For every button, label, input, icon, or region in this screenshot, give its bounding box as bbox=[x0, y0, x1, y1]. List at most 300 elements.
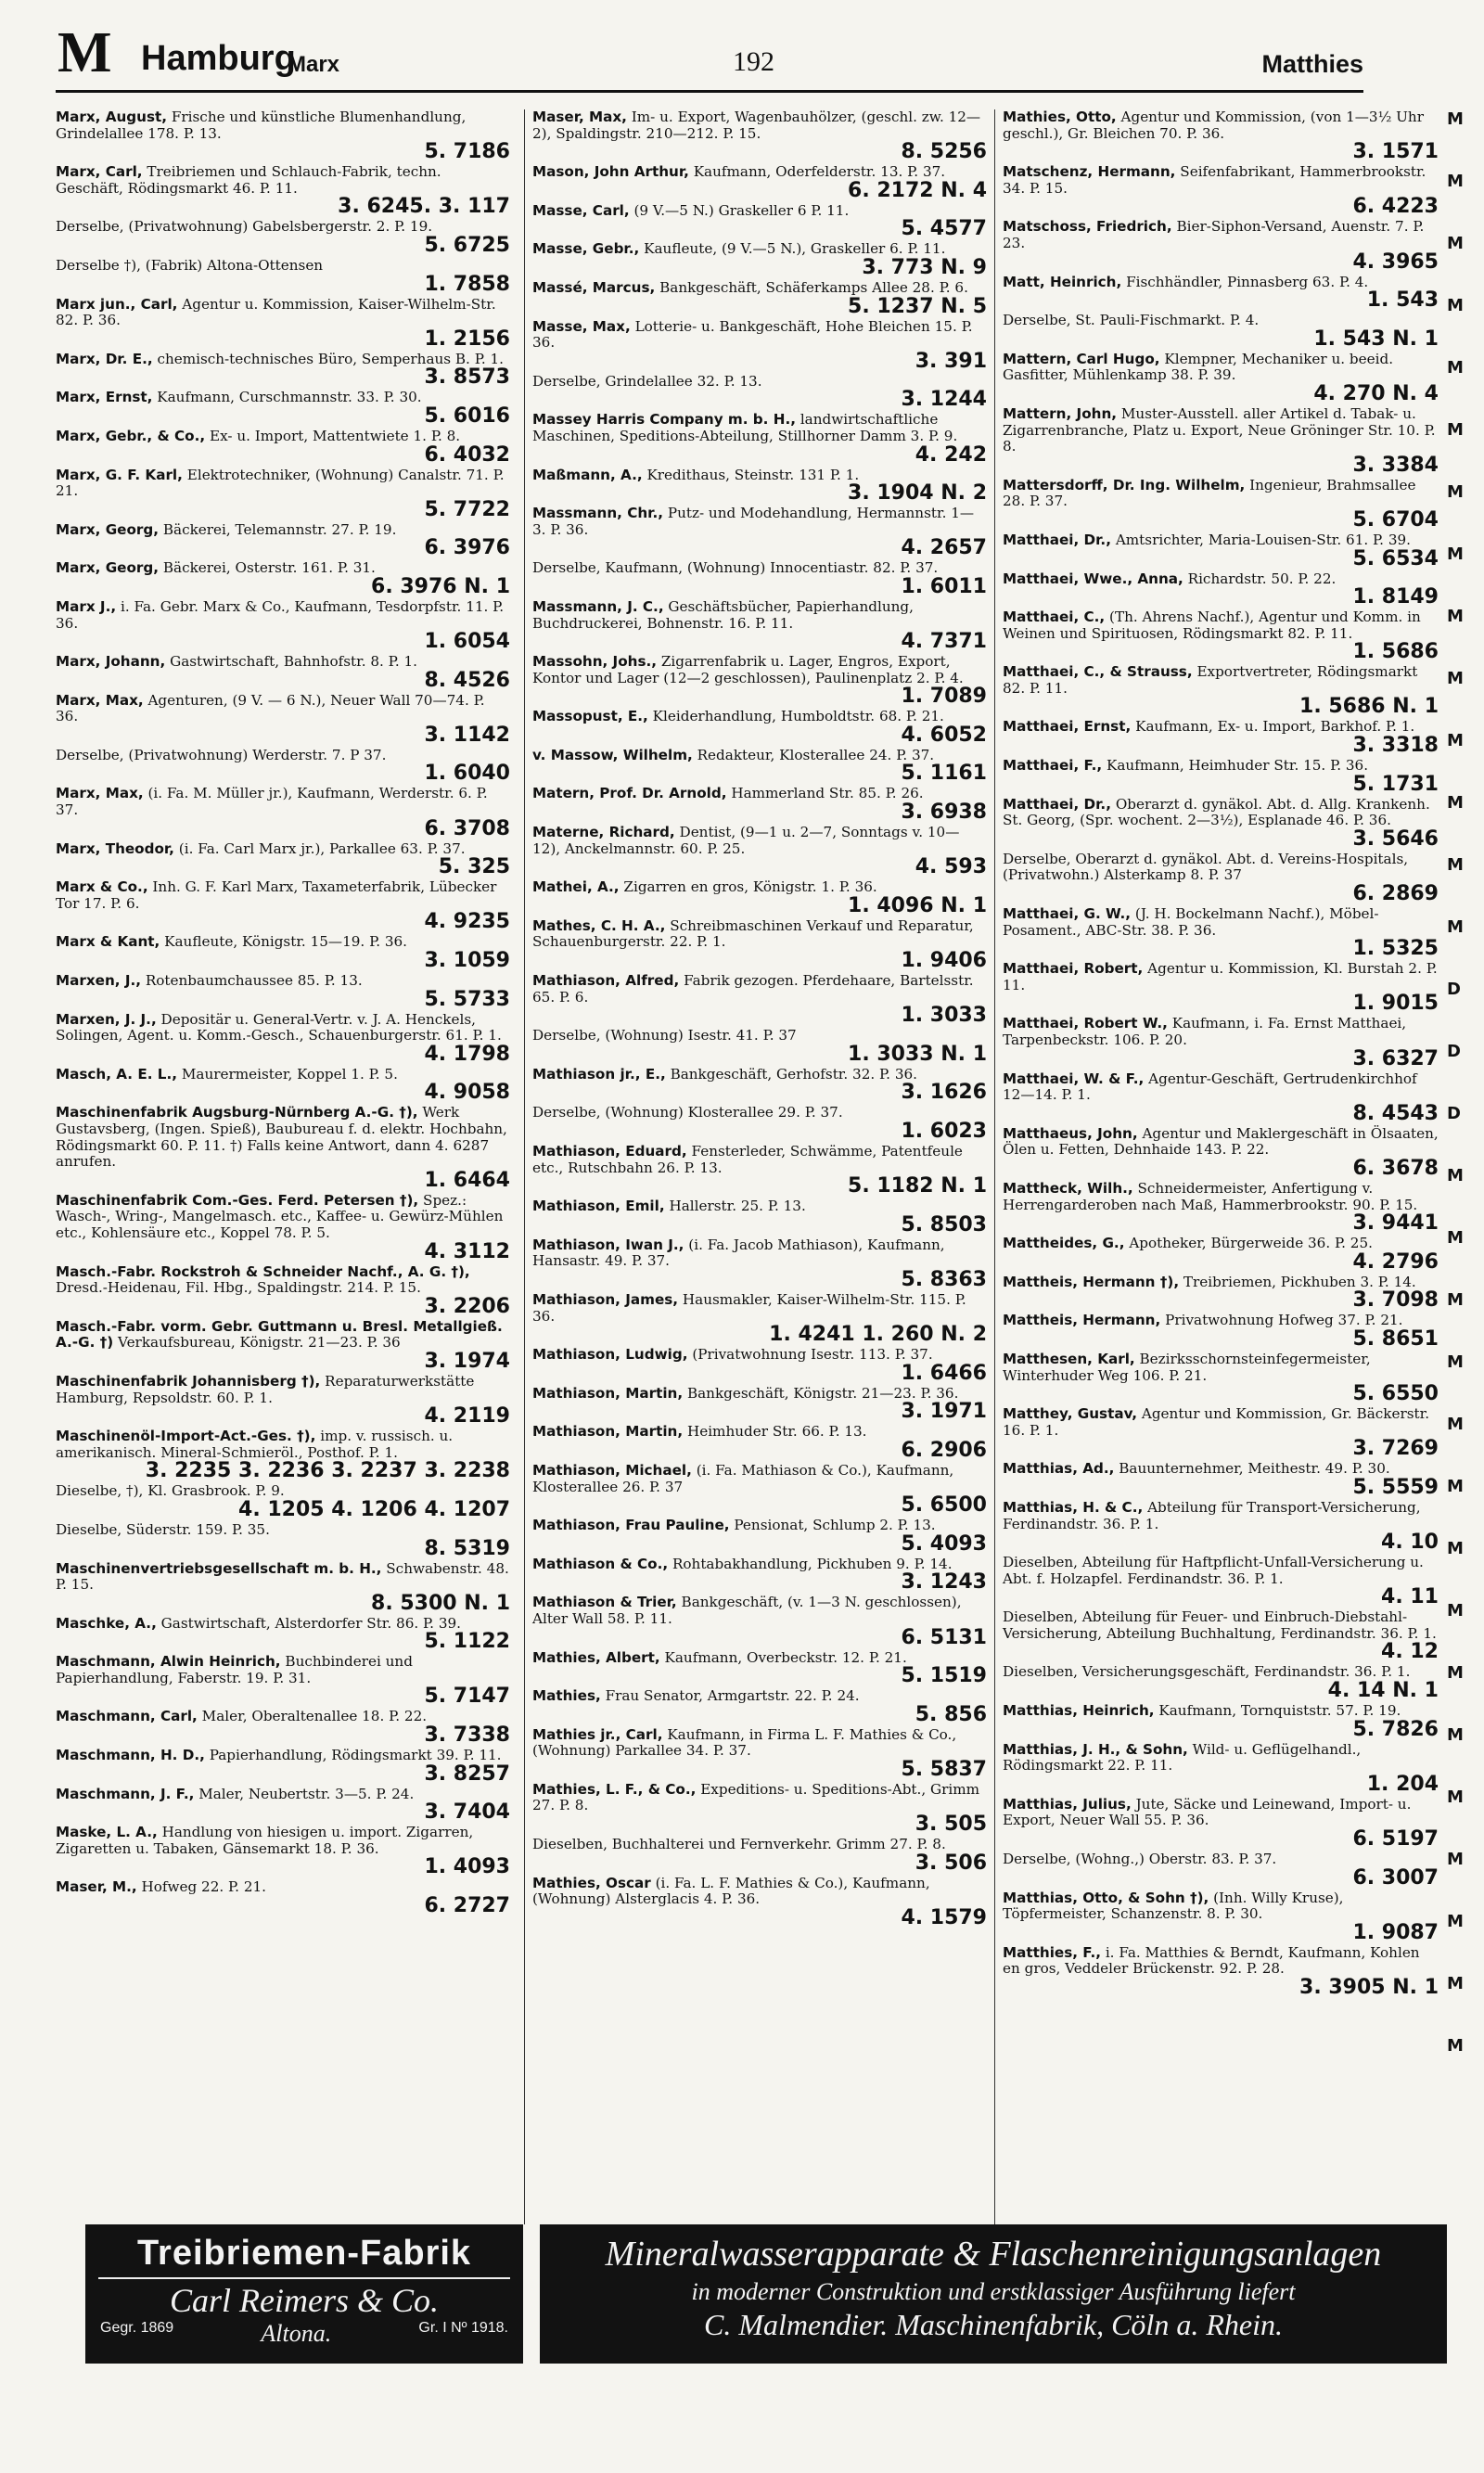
directory-entry bbox=[532, 1105, 987, 1142]
entry-details: Rohtabakhandlung, Pickhuben 9. P. 14. bbox=[672, 1555, 953, 1572]
entry-details: Kaufleute, (9 V.—5 N.), Graskeller 6. P. 11. bbox=[644, 240, 946, 258]
entry-body bbox=[532, 654, 987, 686]
directory-entry bbox=[1003, 1797, 1439, 1850]
entry-body bbox=[1003, 532, 1439, 549]
entry-body bbox=[1003, 1352, 1439, 1384]
entry-details: Dieselbe, Süderstr. 159. P. 35. bbox=[56, 1520, 270, 1538]
entry-body bbox=[1003, 1071, 1439, 1104]
directory-entry bbox=[56, 1012, 510, 1065]
entry-phone: 6. 5197 bbox=[1352, 1827, 1439, 1852]
entry-body bbox=[56, 1193, 510, 1242]
entry-details: Dentist, (9—1 u. 2—7, Sonntags v. 10—12), Anckelmannstr. 60. P. 25. bbox=[532, 824, 960, 857]
directory-entry bbox=[532, 825, 987, 878]
entry-details: Hallerstr. 25. P. 13. bbox=[669, 1198, 806, 1215]
entry-details: Bäckerei, Osterstr. 161. P. 31. bbox=[162, 559, 376, 577]
directory-entry bbox=[1003, 164, 1439, 217]
entry-details: Dieselben, Buchhalterei und Fernverkehr. Grimm 27. P. 8. bbox=[532, 1836, 946, 1853]
entry-body bbox=[532, 599, 987, 632]
entry-phone: 6. 3678 bbox=[1352, 1156, 1439, 1180]
entry-phone: 1. 9015 bbox=[1352, 992, 1439, 1016]
entry-body bbox=[56, 468, 510, 500]
entry-phone: 6. 2172 N. 4 bbox=[848, 178, 987, 202]
directory-entry bbox=[1003, 664, 1439, 717]
entry-phone: 5. 1237 N. 5 bbox=[848, 294, 987, 318]
entry-details: Buchbinderei und Papierhandlung, Faberstr. 19. P. 31. bbox=[56, 1653, 413, 1686]
entry-name: Marx, Theodor, bbox=[56, 839, 174, 857]
edge-letter: M bbox=[1447, 545, 1464, 564]
directory-entry bbox=[532, 654, 987, 707]
entry-body bbox=[56, 1264, 510, 1297]
entry-details: Agenturen, (9 V. — 6 N.), Neuer Wall 70—74. P. 36. bbox=[56, 691, 485, 725]
edge-letter: M bbox=[1447, 917, 1464, 937]
entry-phone: 3. 8257 bbox=[424, 1762, 510, 1786]
entry-body bbox=[1003, 352, 1439, 384]
directory-entry bbox=[56, 1879, 510, 1916]
entry-name: Mathiason, Martin, bbox=[532, 1384, 684, 1402]
column-2 bbox=[524, 109, 987, 2224]
entry-details: Ex- u. Import, Mattentwiete 1. P. 8. bbox=[209, 427, 461, 444]
entry-details: Abteilung für Transport-Versicherung, Ferdinandstr. 36. P. 1. bbox=[1003, 1498, 1421, 1532]
edge-letter: M bbox=[1447, 1477, 1464, 1496]
directory-entry bbox=[532, 1424, 987, 1461]
entry-body bbox=[1003, 852, 1439, 884]
entry-details: Derselbe, Grindelallee 32. P. 13. bbox=[532, 372, 762, 390]
entry-name: Mathiason, Iwan J., bbox=[532, 1236, 684, 1253]
entry-details: i. Fa. Gebr. Marx & Co., Kaufmann, Tesdorpfstr. 11. P. 36. bbox=[56, 597, 505, 632]
entry-phone: 4. 14 N. 1 bbox=[1327, 1679, 1439, 1703]
entry-phone: 1. 2156 bbox=[424, 327, 510, 351]
entry-name: Matt, Heinrich, bbox=[1003, 273, 1122, 290]
entry-phone: 6. 4223 bbox=[1352, 195, 1439, 219]
entry-body bbox=[56, 1012, 510, 1044]
entry-body bbox=[532, 825, 987, 857]
entry-phone: 3. 7404 bbox=[424, 1800, 510, 1825]
entry-phone: 1. 9406 bbox=[901, 949, 987, 973]
entry-name: Matschenz, Hermann, bbox=[1003, 163, 1176, 181]
entry-phone: 3. 506 bbox=[915, 1851, 987, 1875]
entry-body bbox=[1003, 1406, 1439, 1439]
entry-details: Zigarrenfabrik u. Lager, Engros, Export, Kontor und Lager (12—2 geschlossen), Paulinenplatz 2. P. 4. bbox=[532, 653, 964, 686]
directory-entry bbox=[532, 203, 987, 240]
directory-entry bbox=[56, 1748, 510, 1785]
entry-name: Maschmann, H. D., bbox=[56, 1747, 205, 1764]
entry-name: Maschmann, Alwin Heinrich, bbox=[56, 1653, 281, 1671]
entry-details: Dieselben, Versicherungsgeschäft, Ferdinandstr. 36. P. 1. bbox=[1003, 1663, 1411, 1681]
directory-entry bbox=[532, 599, 987, 652]
directory-entry bbox=[532, 1557, 987, 1594]
ad-left-title: Treibriemen-Fabrik bbox=[98, 2224, 510, 2279]
ad-left-founded: Gegr. 1869 bbox=[100, 2320, 174, 2336]
entry-phone: 3. 1059 bbox=[424, 949, 510, 973]
entry-details: Werk Gustavsberg, (Ingen. Spieß), Baubureau f. d. elektr. Hochbahn, Rödingsmarkt 60. P. 11. †) Falls keine Antwort, dann 4. 6287 anrufen. bbox=[56, 1104, 507, 1171]
entry-phone: 4. 9058 bbox=[424, 1081, 510, 1105]
directory-entry bbox=[56, 1319, 510, 1372]
edge-letter: D bbox=[1447, 980, 1461, 999]
entry-name: Matthias, Ad., bbox=[1003, 1460, 1115, 1478]
directory-entry bbox=[56, 1105, 510, 1190]
entry-body bbox=[56, 599, 510, 632]
directory-entry bbox=[532, 748, 987, 785]
entry-phone: 4. 9235 bbox=[424, 910, 510, 934]
directory-entry bbox=[1003, 1126, 1439, 1179]
entry-details: (J. H. Bockelmann Nachf.), Möbel-Posament., ABC-Str. 38. P. 36. bbox=[1003, 905, 1379, 939]
edge-letter: M bbox=[1447, 172, 1464, 191]
entry-body bbox=[532, 918, 987, 951]
entry-phone: 3. 6938 bbox=[901, 801, 987, 825]
ad-right-line2: in moderner Construktion und erstklassiger Ausführung liefert bbox=[691, 2278, 1296, 2305]
directory-entry bbox=[56, 522, 510, 559]
entry-name: Mason, John Arthur, bbox=[532, 163, 689, 181]
entry-name: Matthias, Heinrich, bbox=[1003, 1702, 1155, 1720]
entry-phone: 3. 1571 bbox=[1352, 140, 1439, 164]
entry-details: Fischhändler, Pinnasberg 63. P. 4. bbox=[1126, 273, 1369, 290]
entry-phone: 4. 1205 4. 1206 4. 1207 bbox=[238, 1497, 510, 1521]
entry-phone: 4. 3112 bbox=[424, 1239, 510, 1263]
entry-phone: 5. 6550 bbox=[1352, 1382, 1439, 1406]
entry-phone: 3. 391 bbox=[915, 349, 987, 373]
directory-entry bbox=[56, 1709, 510, 1746]
directory-entry bbox=[532, 1198, 987, 1236]
entry-name: Matthias, H. & C., bbox=[1003, 1498, 1144, 1516]
entry-body bbox=[1003, 961, 1439, 993]
entry-phone: 1. 4241 1. 260 N. 2 bbox=[769, 1323, 987, 1347]
entry-body bbox=[56, 109, 510, 142]
directory-entry bbox=[56, 1561, 510, 1614]
entry-phone: 5. 856 bbox=[915, 1702, 987, 1726]
entry-body bbox=[532, 506, 987, 538]
entry-details: Derselbe, (Wohnung) Klosterallee 29. P. 37. bbox=[532, 1104, 843, 1121]
directory-entry bbox=[532, 280, 987, 317]
ad-treibriemen bbox=[85, 2224, 523, 2364]
directory-entry bbox=[532, 412, 987, 465]
entry-body bbox=[56, 973, 510, 990]
edge-letter: M bbox=[1447, 420, 1464, 440]
edge-letter: M bbox=[1447, 1787, 1464, 1807]
entry-phone: 4. 10 bbox=[1381, 1531, 1439, 1555]
entry-name: Materne, Richard, bbox=[532, 824, 675, 841]
entry-name: Mathiason, James, bbox=[532, 1290, 679, 1308]
entry-details: Seifenfabrikant, Hammerbrookstr. 34. P. 15. bbox=[1003, 163, 1426, 197]
entry-phone: 1. 6054 bbox=[424, 630, 510, 654]
directory-entry bbox=[56, 654, 510, 691]
entry-name: Maßmann, A., bbox=[532, 466, 643, 483]
entry-name: Masch.-Fabr. vorm. Gebr. Guttmann u. Bresl. Metallgieß. A.-G. †) bbox=[56, 1317, 503, 1352]
entry-phone: 3. 1142 bbox=[424, 723, 510, 747]
entry-phone: 5. 8651 bbox=[1352, 1326, 1439, 1351]
entry-body bbox=[1003, 609, 1439, 642]
entry-body bbox=[1003, 478, 1439, 510]
entry-body bbox=[532, 1595, 987, 1627]
directory-entry bbox=[56, 429, 510, 466]
entry-body bbox=[56, 429, 510, 445]
entry-name: Maschinenöl-Import-Act.-Ges. †), bbox=[56, 1428, 316, 1445]
entry-details: Bezirksschornsteinfegermeister, Winterhuder Weg 106. P. 21. bbox=[1003, 1350, 1371, 1384]
entry-name: Mathiason, Martin, bbox=[532, 1423, 684, 1441]
entry-name: Marx, Gebr., & Co., bbox=[56, 427, 206, 444]
entry-phone: 5. 7826 bbox=[1352, 1717, 1439, 1741]
directory-entry bbox=[56, 1616, 510, 1653]
directory-entry bbox=[1003, 352, 1439, 404]
entry-name: Matthaei, C., & Strauss, bbox=[1003, 663, 1193, 681]
entry-name: Masch, A. E. L., bbox=[56, 1065, 178, 1083]
entry-phone: 4. 1798 bbox=[424, 1042, 510, 1066]
directory-entry bbox=[532, 1463, 987, 1516]
edge-letter: M bbox=[1447, 234, 1464, 253]
entry-phone: 5. 5837 bbox=[901, 1757, 987, 1781]
entry-details: Schwabenstr. 48. P. 15. bbox=[56, 1559, 509, 1594]
entry-name: Mathes, C. H. A., bbox=[532, 916, 666, 934]
entry-name: Matthaei, G. W., bbox=[1003, 905, 1132, 923]
entry-details: Zigarren en gros, Königstr. 1. P. 36. bbox=[623, 878, 877, 896]
directory-entry bbox=[56, 1264, 510, 1317]
directory-entry bbox=[1003, 275, 1439, 312]
entry-body bbox=[56, 258, 510, 275]
entry-details: Bier-Siphon-Versand, Auenstr. 7. P. 23. bbox=[1003, 218, 1425, 251]
entry-name: Mattheides, G., bbox=[1003, 1235, 1125, 1252]
entry-details: Agentur und Kommission, Gr. Bäckerstr. 16. P. 1. bbox=[1003, 1405, 1430, 1439]
entry-details: Frau Senator, Armgartstr. 22. P. 24. bbox=[605, 1687, 860, 1705]
entry-name: Mathiason, Ludwig, bbox=[532, 1346, 688, 1364]
entry-name: Mathiason jr., E., bbox=[532, 1065, 666, 1083]
directory-entry bbox=[1003, 1890, 1439, 1943]
entry-phone: 8. 4543 bbox=[1352, 1101, 1439, 1125]
entry-body bbox=[532, 319, 987, 352]
directory-entry bbox=[56, 468, 510, 520]
entry-name: Matthaeus, John, bbox=[1003, 1124, 1138, 1142]
entry-body bbox=[1003, 1555, 1439, 1587]
entry-details: Dresd.-Heidenau, Fil. Hbg., Spaldingstr. 214. P. 15. bbox=[56, 1279, 421, 1297]
entry-details: Kaufleute, Königstr. 15—19. P. 36. bbox=[164, 933, 408, 951]
entry-name: Marx, Max, bbox=[56, 785, 144, 802]
entry-phone: 5. 5733 bbox=[424, 987, 510, 1011]
entry-details: Fensterleder, Schwämme, Patentfeule etc., Rutschbahn 26. P. 13. bbox=[532, 1143, 963, 1176]
entry-phone: 5. 6534 bbox=[1352, 546, 1439, 570]
entry-name: Maser, M., bbox=[56, 1878, 137, 1896]
entry-body bbox=[1003, 1016, 1439, 1048]
entry-details: Richardstr. 50. P. 22. bbox=[1187, 570, 1337, 587]
entry-phone: 5. 7186 bbox=[424, 140, 510, 164]
entry-name: Mathiason, Michael, bbox=[532, 1461, 692, 1479]
entry-phone: 5. 1161 bbox=[901, 762, 987, 786]
entry-name: Mattern, Carl Hugo, bbox=[1003, 350, 1160, 367]
entry-name: Mathies jr., Carl, bbox=[532, 1725, 663, 1743]
entry-details: Hammerland Str. 85. P. 26. bbox=[731, 785, 924, 802]
entry-details: Derselbe, (Wohng.,) Oberstr. 83. P. 37. bbox=[1003, 1851, 1277, 1868]
directory-entry bbox=[1003, 532, 1439, 570]
directory-entry bbox=[532, 1876, 987, 1928]
entry-details: Putz- und Modehandlung, Hermannstr. 1—3. P. 36. bbox=[532, 505, 975, 538]
entry-phone: 1. 4093 bbox=[424, 1855, 510, 1879]
entry-name: Masse, Gebr., bbox=[532, 240, 640, 258]
entry-name: Marxen, J., bbox=[56, 972, 142, 990]
entry-phone: 1. 7089 bbox=[901, 685, 987, 709]
entry-body bbox=[532, 1727, 987, 1760]
edge-letter: M bbox=[1447, 1539, 1464, 1558]
edge-letter: M bbox=[1447, 1601, 1464, 1621]
entry-phone: 3. 2235 3. 2236 3. 2237 3. 2238 bbox=[145, 1459, 510, 1483]
entry-phone: 1. 6023 bbox=[901, 1120, 987, 1143]
entry-details: Kleiderhandlung, Humboldtstr. 68. P. 21. bbox=[652, 708, 944, 725]
entry-details: Derselbe, (Wohnung) Isestr. 41. P. 37 bbox=[532, 1027, 797, 1044]
edge-index-letters bbox=[1447, 109, 1475, 2098]
directory-entry bbox=[1003, 758, 1439, 795]
ad-left-company: Carl Reimers & Co. bbox=[169, 2282, 439, 2319]
column-3 bbox=[994, 109, 1439, 2224]
entry-body bbox=[1003, 1609, 1439, 1642]
entry-details: (Privatwohnung Isestr. 113. P. 37. bbox=[692, 1346, 933, 1364]
entry-phone: 1. 6040 bbox=[424, 762, 510, 786]
directory-entry bbox=[532, 1292, 987, 1345]
entry-details: Dieselbe, †), Kl. Grasbrook. P. 9. bbox=[56, 1482, 285, 1500]
entry-phone: 4. 11 bbox=[1381, 1585, 1439, 1609]
edge-letter: D bbox=[1447, 1104, 1461, 1123]
entry-phone: 5. 7147 bbox=[424, 1685, 510, 1709]
entry-phone: 1. 3033 bbox=[901, 1004, 987, 1028]
directory-entry bbox=[56, 1067, 510, 1104]
entry-name: Mathiason & Co., bbox=[532, 1555, 669, 1572]
entry-phone: 4. 1579 bbox=[901, 1905, 987, 1929]
entry-phone: 4. 12 bbox=[1381, 1640, 1439, 1664]
entry-details: Privatwohnung Hofweg 37. P. 21. bbox=[1165, 1312, 1403, 1329]
entry-name: Maschinenfabrik Com.-Ges. Ferd. Petersen †), bbox=[56, 1191, 419, 1209]
entry-details: Klempner, Mechaniker u. beeid. Gasfitter, Mühlenkamp 38. P. 39. bbox=[1003, 350, 1394, 384]
entry-details: (i. Fa. Mathiason & Co.), Kaufmann, Klosterallee 26. P. 37 bbox=[532, 1461, 954, 1495]
entry-name: Matthesen, Karl, bbox=[1003, 1350, 1135, 1367]
entry-body bbox=[1003, 219, 1439, 251]
entry-details: Derselbe, Oberarzt d. gynäkol. Abt. d. Vereins-Hospitals, (Privatwohn.) Alsterkamp 8. P. 37 bbox=[1003, 850, 1409, 884]
directory-entry bbox=[532, 918, 987, 971]
entry-details: Maler, Neubertstr. 3—5. P. 24. bbox=[198, 1785, 415, 1802]
entry-details: Kredithaus, Steinstr. 131 P. 1. bbox=[646, 466, 860, 483]
directory-entry bbox=[532, 1837, 987, 1874]
edge-letter: M bbox=[1447, 1850, 1464, 1869]
directory-entry bbox=[532, 374, 987, 411]
entry-phone: 4. 2119 bbox=[424, 1404, 510, 1429]
entry-details: Apotheker, Bürgerweide 36. P. 25. bbox=[1129, 1235, 1373, 1252]
entry-phone: 5. 6016 bbox=[424, 404, 510, 428]
entry-name: Mathiason, Alfred, bbox=[532, 972, 680, 990]
entry-name: Mathiason, Frau Pauline, bbox=[532, 1517, 730, 1534]
entry-name: Marx jun., Carl, bbox=[56, 295, 178, 313]
entry-body bbox=[1003, 1890, 1439, 1923]
directory-entry bbox=[56, 1654, 510, 1707]
directory-entry bbox=[532, 109, 987, 162]
entry-body bbox=[56, 1561, 510, 1594]
directory-entry bbox=[56, 390, 510, 427]
entry-name: Massohn, Johs., bbox=[532, 653, 658, 671]
entry-body bbox=[1003, 164, 1439, 197]
directory-entry bbox=[56, 1193, 510, 1262]
entry-name: Matthaei, Ernst, bbox=[1003, 718, 1132, 736]
entry-phone: 1. 5686 bbox=[1352, 640, 1439, 664]
entry-name: Maschmann, Carl, bbox=[56, 1708, 198, 1725]
entry-name: Matthaei, Dr., bbox=[1003, 531, 1111, 548]
entry-body bbox=[56, 1374, 510, 1406]
entry-phone: 1. 8149 bbox=[1352, 585, 1439, 609]
entry-phone: 1. 9087 bbox=[1352, 1920, 1439, 1944]
entry-name: Mathies, Albert, bbox=[532, 1648, 660, 1666]
edge-letter: M bbox=[1447, 1228, 1464, 1248]
directory-entry bbox=[1003, 571, 1439, 609]
directory-entry bbox=[56, 219, 510, 256]
entry-name: Maschinenfabrik Augsburg-Nürnberg A.-G. †), bbox=[56, 1104, 418, 1121]
entry-name: Maser, Max, bbox=[532, 109, 627, 125]
directory-columns bbox=[56, 109, 1438, 2224]
entry-details: Schneidermeister, Anfertigung v. Herrengarderoben nach Maß, Hammerbrookstr. 90. P. 15. bbox=[1003, 1179, 1418, 1213]
edge-letter: M bbox=[1447, 793, 1464, 813]
entry-name: Masse, Max, bbox=[532, 317, 631, 335]
directory-entry bbox=[56, 297, 510, 350]
entry-details: Jute, Säcke und Leinewand, Import- u. Export, Neuer Wall 55. P. 36. bbox=[1003, 1795, 1412, 1829]
entry-name: Marx, August, bbox=[56, 109, 168, 125]
directory-entry bbox=[532, 1347, 987, 1384]
entry-name: Marx, Max, bbox=[56, 691, 144, 709]
entry-body bbox=[1003, 1797, 1439, 1829]
entry-body bbox=[532, 1782, 987, 1814]
entry-details: Kaufmann, Tornquiststr. 57. P. 19. bbox=[1158, 1702, 1401, 1720]
entry-details: Elektrotechniker, (Wohnung) Canalstr. 71. P. 21. bbox=[56, 466, 505, 500]
entry-details: Dieselben, Abteilung für Haftpflicht-Unfall-Versicherung u. Abt. f. Holzapfel. Ferdinandstr. 36. P. 1. bbox=[1003, 1554, 1424, 1587]
directory-entry bbox=[56, 258, 510, 295]
entry-phone: 3. 3384 bbox=[1352, 453, 1439, 477]
edge-letter: M bbox=[1447, 855, 1464, 875]
entry-body bbox=[532, 109, 987, 142]
entry-name: Matthias, Julius, bbox=[1003, 1795, 1132, 1813]
entry-details: Oberarzt d. gynäkol. Abt. d. Allg. Krankenh. St. Georg, (Spr. wochent. 2—3½), Esplanade 46. P. 36. bbox=[1003, 795, 1430, 829]
entry-details: Agentur-Geschäft, Gertrudenkirchhof 12—14. P. 1. bbox=[1003, 1070, 1417, 1104]
entry-details: Handlung von hiesigen u. import. Zigarren, Zigaretten u. Tabaken, Gänsemarkt 18. P. 36. bbox=[56, 1824, 474, 1857]
entry-body bbox=[1003, 664, 1439, 697]
edge-letter: M bbox=[1447, 607, 1464, 626]
entry-phone: 3. 1974 bbox=[424, 1349, 510, 1373]
section-letter: M bbox=[58, 21, 112, 84]
entry-phone: 1. 3033 N. 1 bbox=[848, 1042, 987, 1066]
directory-entry bbox=[1003, 1406, 1439, 1459]
entry-phone: 3. 1971 bbox=[901, 1400, 987, 1424]
entry-name: Marx & Kant, bbox=[56, 933, 160, 951]
edge-letter: M bbox=[1447, 358, 1464, 378]
directory-entry bbox=[56, 1483, 510, 1520]
directory-entry bbox=[1003, 1313, 1439, 1350]
directory-entry bbox=[532, 1518, 987, 1555]
directory-entry bbox=[1003, 797, 1439, 850]
ad-left-phone: Gr. I Nº 1918. bbox=[418, 2320, 508, 2336]
entry-phone: 4. 2657 bbox=[901, 536, 987, 560]
entry-name: Matthaei, W. & F., bbox=[1003, 1070, 1145, 1087]
directory-entry bbox=[56, 879, 510, 932]
directory-entry bbox=[1003, 1555, 1439, 1608]
entry-details: Pensionat, Schlump 2. P. 13. bbox=[734, 1517, 936, 1534]
entry-details: (i. Fa. M. Müller jr.), Kaufmann, Werderstr. 6. P. 37. bbox=[56, 785, 488, 819]
entry-name: Maske, L. A., bbox=[56, 1824, 158, 1841]
entry-details: Derselbe †), (Fabrik) Altona-Ottensen bbox=[56, 256, 324, 274]
entry-details: Exportvertreter, Rödingsmarkt 82. P. 11. bbox=[1003, 663, 1418, 697]
entry-body bbox=[532, 1876, 987, 1908]
entry-body bbox=[1003, 1181, 1439, 1213]
entry-name: Massé, Marcus, bbox=[532, 278, 656, 296]
entry-body bbox=[532, 1463, 987, 1495]
entry-body bbox=[56, 1654, 510, 1686]
entry-phone: 6. 3976 bbox=[424, 536, 510, 560]
directory-entry bbox=[1003, 1016, 1439, 1069]
entry-phone: 3. 3905 N. 1 bbox=[1299, 1976, 1439, 1999]
directory-entry bbox=[1003, 1500, 1439, 1553]
entry-details: Treibriemen und Schlauch-Fabrik, techn. Geschäft, Rödingsmarkt 46. P. 11. bbox=[56, 163, 441, 197]
first-entry-heading: Marx bbox=[288, 52, 340, 77]
edge-letter: M bbox=[1447, 109, 1464, 129]
directory-entry bbox=[56, 164, 510, 217]
entry-name: Marx, Ernst, bbox=[56, 389, 153, 406]
